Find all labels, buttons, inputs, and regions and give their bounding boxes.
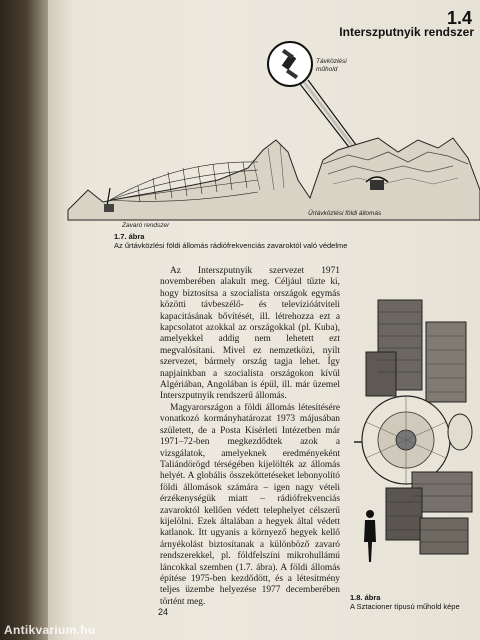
mountain-terrain bbox=[68, 138, 480, 220]
figure2-caption: A Sztacioner típusú műhold képe bbox=[350, 602, 460, 611]
solar-panel-top bbox=[366, 300, 466, 402]
interference-label: Zavaró rendszer bbox=[122, 222, 170, 229]
figure1-caption: Az űrtávközlési földi állomás rádiófrekvenciás zavaroktól való védelme bbox=[114, 241, 348, 250]
body-paragraph: Az Interszputnyik szervezet 1971 novemberében alakult meg. Céljául tűzte ki, hogy biztosítsa a szocialista országok egymás közötti távbeszélő- és televízióátviteli kapacitásának bővítését, ill. létrehozza ezt a kapcsolatot azokkal az országokkal (pl. Kuba), amelyekkel addig nem lehetett ezt megvalósítani. Mivel ez nemzetközi, nyílt szervezet, bármely ország tagja lehet. Így napjainkban a szocialista országokon kívül Algériában, Angolában is épül, ill. már üzemel Interszputnyik rendszerű állomás. bbox=[160, 266, 340, 402]
satellite-body bbox=[354, 396, 472, 484]
satellite-illustration bbox=[268, 42, 312, 86]
figure2-number: 1.8. ábra bbox=[350, 593, 381, 602]
solar-panel-bottom bbox=[386, 472, 472, 554]
figure-earth-station-diagram bbox=[48, 40, 480, 230]
section-title: Interszputnyik rendszer bbox=[339, 25, 474, 39]
human-figure-scale bbox=[364, 510, 376, 562]
page-number: 24 bbox=[158, 607, 169, 617]
body-paragraph: Magyarországon a földi állomás létesítésére vonatkozó kormányhatározat 1973 májusában született, de a Posta Kísérleti Intézetben már 1971–72-ben megkezdődtek azok a vizsgálatok, amelyeknek eredményeként Taliándörögd térségében kijelölték az állomás helyét. A globális összeköttetéseket lebonyolító földi állomások számára – igen nagy vételi érzékenységük miatt – rádiófrekvenciás zavaroktól kellően védett telephelyet célszerű kijelölni. Ezek általában a hegyek által védett katlanok. Itt ugyanis a környező hegyek kellő árnyékolást biztosítanak a különböző zavaró rendszerekkel, pl. földfelszíni mikrohullámú láncokkal szemben (1.7. ábra). A földi állomás építése 1975-ben kezdődött, és a létesítmény teljes üzembe helyezése 1977 decemberében történt meg. bbox=[160, 402, 340, 607]
earth-station-label: Űrtávközlési földi állomás bbox=[308, 210, 382, 217]
body-text bbox=[160, 266, 340, 608]
book-page bbox=[48, 0, 480, 640]
figure1-number: 1.7. ábra bbox=[114, 232, 145, 241]
section-number: 1.4 bbox=[446, 8, 472, 28]
satellite-label: Távközlési műhold bbox=[316, 58, 347, 73]
figure-sztacioner-satellite bbox=[348, 292, 478, 592]
watermark-logo: Antikvarium.hu bbox=[4, 623, 96, 637]
